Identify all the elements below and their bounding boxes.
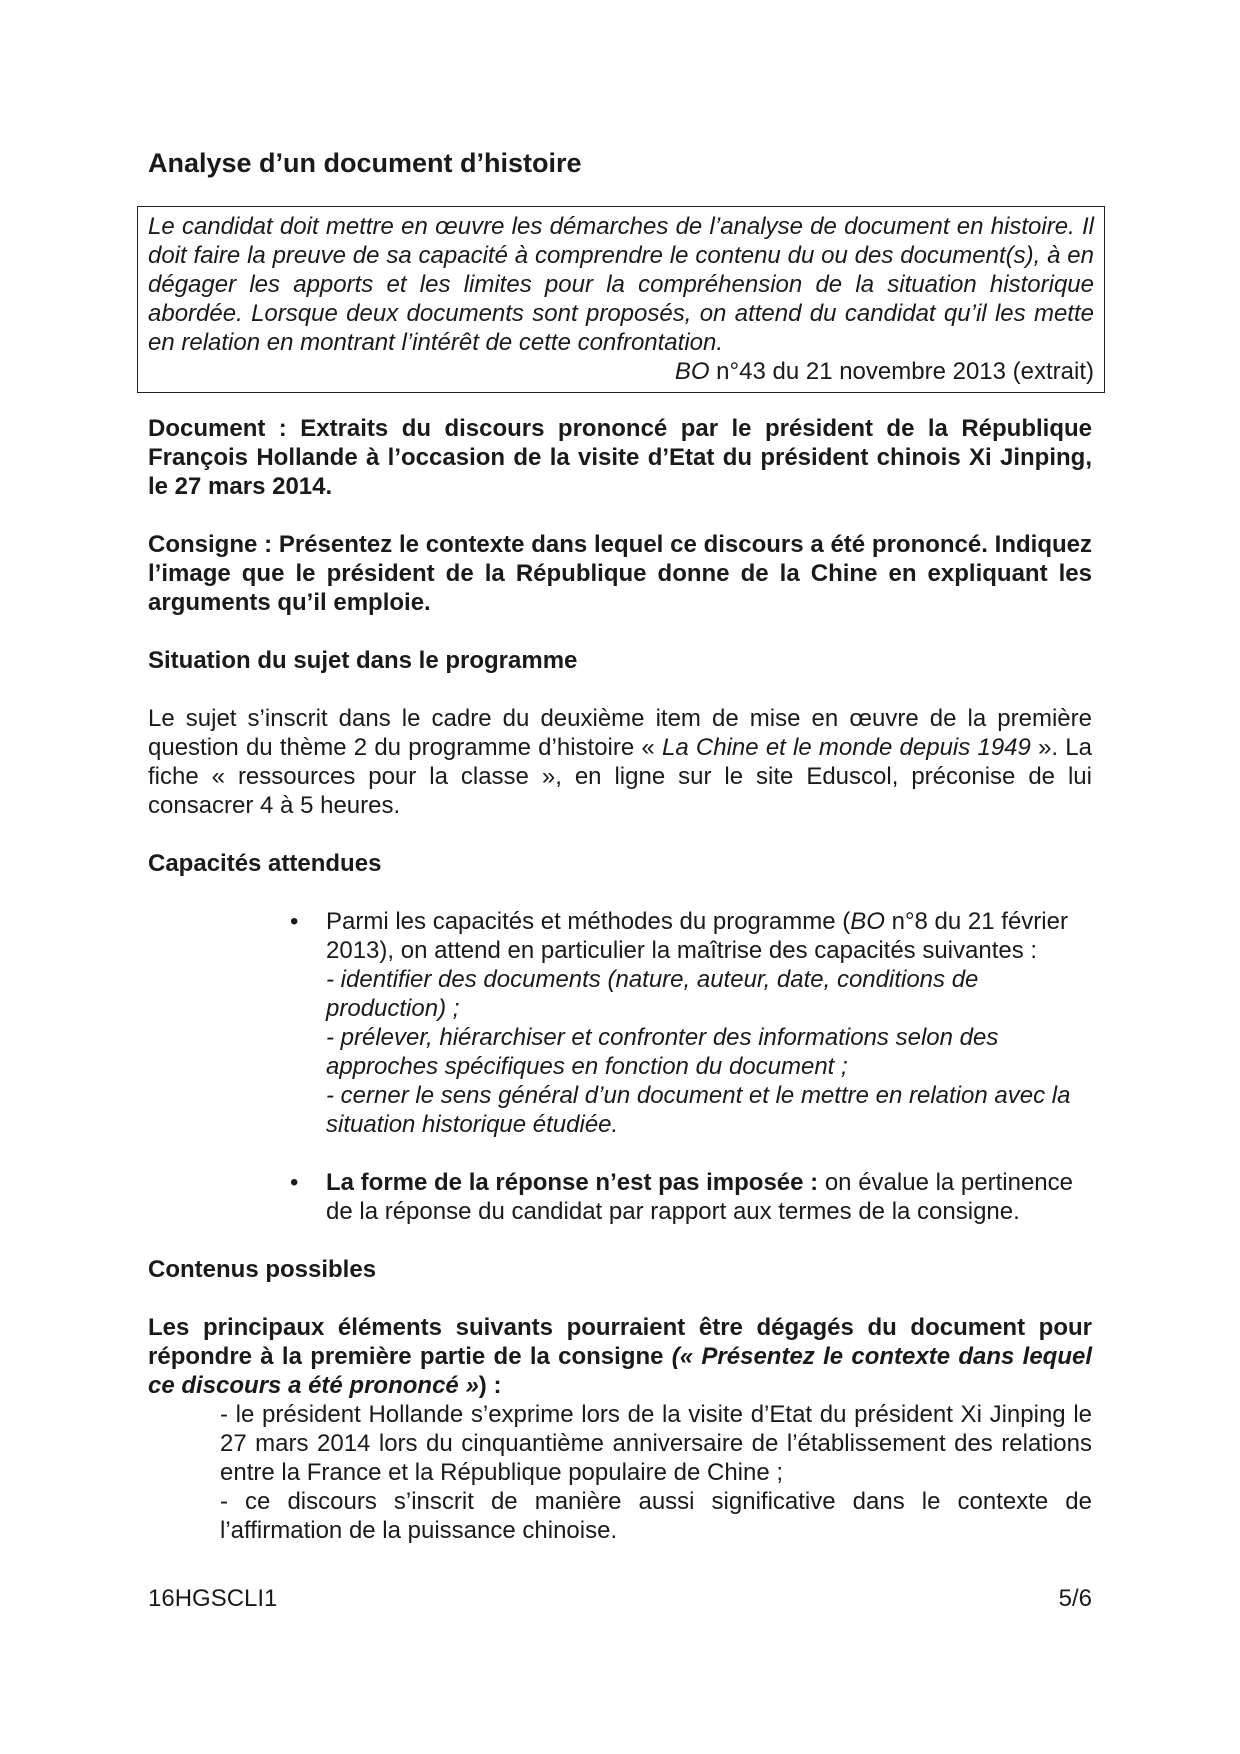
main-content — [148, 414, 1092, 1545]
list-item — [290, 907, 1092, 1139]
situation-program-title: La Chine et le monde depuis 1949 — [661, 734, 1031, 761]
bullet2-rest: on évalue la pertinence de la réponse du candidat par rapport aux termes de la consigne. — [326, 1169, 1074, 1225]
bo-excerpt-text: Le candidat doit mettre en œuvre les démarches de l’analyse de document en histoire. Il doit faire la preuve de sa capacité à comprendre le contenu du ou des document(s), à en dégager les apports et les limites pour la compréhension de la situation historique abordée. Lorsque deux documents sont proposés, on attend du candidat qu’il les mette en relation en montrant l’intérêt de cette confrontation. — [148, 213, 1094, 356]
bullet1-intro-part2: n°8 du 21 février 2013), on attend en particulier la maîtrise des capacités suivantes : — [326, 908, 1068, 964]
bullet1-intro — [326, 908, 1068, 964]
situation-text-part2: ». La fiche « ressources pour la classe », en ligne sur le site Eduscol, préconise de lui consacrer 4 à 5 heures. — [148, 734, 1092, 819]
bullet-icon: • — [290, 1169, 299, 1196]
page-title: Analyse d’un document d’histoire — [148, 148, 582, 178]
list-spacer — [290, 1139, 1092, 1168]
capacites-list — [148, 907, 1092, 1226]
contenus-items — [148, 1400, 1092, 1545]
situation-heading: Situation du sujet dans le programme — [148, 647, 578, 674]
bo-abbrev: BO — [674, 358, 710, 385]
situation-text — [148, 704, 1092, 820]
list-item — [290, 1168, 1092, 1226]
contenus-intro-quote: (« Présentez le contexte dans lequel ce discours a été prononcé » — [148, 1343, 1093, 1399]
situation-text-part1: Le sujet s’inscrit dans le cadre du deuxième item de mise en œuvre de la première question du thème 2 du programme d’histoire « — [148, 705, 1092, 761]
contenus-intro-part1: Les principaux éléments suivants pourraient être dégagés du document pour répondre à la première partie de la consigne — [148, 1314, 1092, 1370]
bo-excerpt-box — [137, 206, 1105, 393]
bullet1-intro-part1: Parmi les capacités et méthodes du programme ( — [326, 908, 851, 935]
contenus-intro-end: ) : — [478, 1372, 502, 1399]
capacite-item: - prélever, hiérarchiser et confronter des informations selon des approches spécifiques en fonction du document ; — [326, 1024, 999, 1080]
document-code: 16HGSCLI1 — [148, 1585, 278, 1612]
contenu-item: - ce discours s’inscrit de manière aussi significative dans le contexte de l’affirmation de la puissance chinoise. — [220, 1488, 1092, 1544]
bo-source-rest: n°43 du 21 novembre 2013 (extrait) — [709, 358, 1094, 385]
consigne: Consigne : Présentez le contexte dans lequel ce discours a été prononcé. Indiquez l’image que le président de la République donne de la Chine en expliquant les arguments qu’il emploie. — [148, 531, 1092, 616]
bullet2-bold: La forme de la réponse n’est pas imposée : — [326, 1169, 819, 1196]
page-number: 5/6 — [1058, 1585, 1092, 1612]
document-description: Document : Extraits du discours prononcé par le président de la République François Hollande à l’occasion de la visite d’Etat du président chinois Xi Jinping, le 27 mars 2014. — [148, 415, 1092, 500]
capacite-item: - cerner le sens général d’un document et le mettre en relation avec la situation historique étudiée. — [326, 1082, 1071, 1138]
capacites-heading: Capacités attendues — [148, 850, 382, 877]
contenu-item: - le président Hollande s’exprime lors de la visite d’Etat du président Xi Jinping le 27 mars 2014 lors du cinquantième anniversaire de l’établissement des relations entre la France et la République populaire de Chine ; — [220, 1401, 1092, 1486]
page-footer — [148, 1584, 1092, 1613]
contenus-heading: Contenus possibles — [148, 1256, 377, 1283]
document-page — [148, 0, 1092, 1754]
capacite-item: - identifier des documents (nature, auteur, date, conditions de production) ; — [326, 966, 979, 1022]
bullet-icon: • — [290, 908, 299, 935]
contenus-intro — [148, 1313, 1092, 1400]
bullet1-bo: BO — [850, 908, 885, 935]
bo-excerpt-source — [148, 357, 1094, 386]
